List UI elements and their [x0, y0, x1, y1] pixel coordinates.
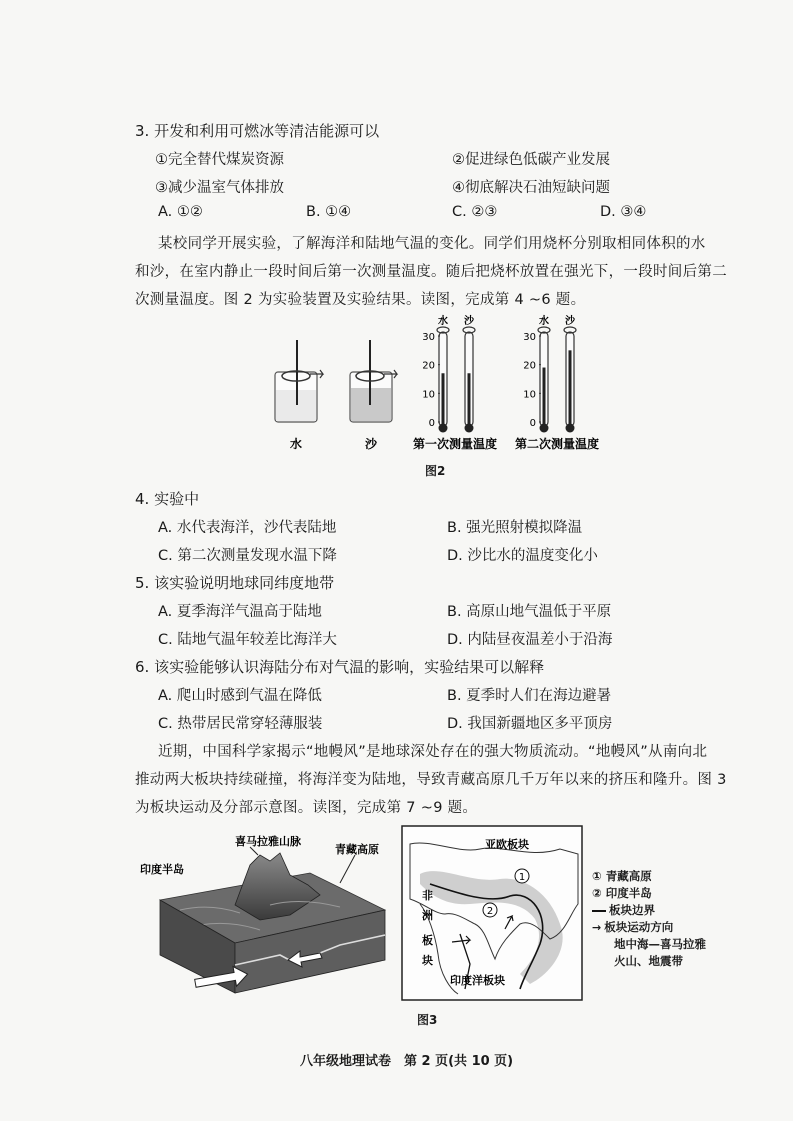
tick-label-first-0: 30 — [422, 332, 435, 343]
thermometer-label-sand-second: 沙 — [565, 316, 575, 327]
q6-option-c: C. 热带居民常穿轻薄服装 — [158, 716, 323, 732]
q5-stem: 5. 该实验说明地球同纬度地带 — [135, 574, 335, 592]
q3-option-b: B. ①④ — [306, 204, 352, 220]
intro2-line-2: 推动两大板块持续碰撞，将海洋变为陆地，导致青藏高原几千万年以来的挤压和隆升。图 3 — [135, 772, 727, 788]
q4-option-b: B. 强光照射模拟降温 — [447, 520, 583, 536]
label-india: 印度半岛 — [140, 863, 184, 876]
figure-3-block-diagram — [140, 825, 400, 1015]
q4-option-d: D. 沙比水的温度变化小 — [447, 548, 598, 564]
label-indian-ocean-plate: 印度洋板块 — [450, 974, 505, 987]
q6-option-d: D. 我国新疆地区多平顶房 — [447, 716, 613, 732]
beaker-sand-illustration — [350, 340, 397, 422]
q3-item-2: ②促进绿色低碳产业发展 — [452, 152, 610, 168]
legend-item-boundary: 板块边界 — [592, 902, 706, 919]
q5-option-c: C. 陆地气温年较差比海洋大 — [158, 632, 337, 648]
q3-item-3: ③减少温室气体排放 — [155, 180, 284, 196]
figure-2-caption: 图2 — [425, 464, 446, 478]
q5-option-b: B. 高原山地气温低于平原 — [447, 604, 612, 620]
label-water: 水 — [289, 437, 303, 451]
label-himalaya: 喜马拉雅山脉 — [235, 835, 301, 848]
label-africa-4: 块 — [422, 954, 433, 967]
beaker-water-illustration — [275, 340, 323, 422]
tick-label-second-2: 10 — [523, 389, 536, 401]
figure-3-caption: 图3 — [417, 1013, 438, 1027]
q3-item-1: ①完全替代煤炭资源 — [155, 152, 284, 168]
q5-option-d: D. 内陆昼夜温差小于沿海 — [447, 632, 613, 648]
tick-label-first-3: 0 — [428, 418, 435, 429]
tick-label-second-1: 20 — [523, 360, 536, 372]
marker-1-label: 1 — [518, 872, 526, 883]
legend-item-direction: → 板块运动方向 — [592, 920, 674, 934]
q3-stem: 3. 开发和利用可燃冰等清洁能源可以 — [135, 122, 380, 140]
thermometer-bulb-sand-first — [465, 424, 474, 433]
thermometer-reading-water-second — [543, 368, 546, 424]
label-africa-3: 板 — [422, 934, 433, 947]
thermometer-label-water-first: 水 — [438, 316, 448, 327]
figure-3-plate-map — [400, 824, 590, 1004]
q5-option-a: A. 夏季海洋气温高于陆地 — [158, 604, 322, 620]
intro1-line-1: 某校同学开展实验，了解海洋和陆地气温的变化。同学们用烧杯分别取相同体积的水 — [158, 236, 706, 252]
q4-option-c: C. 第二次测量发现水温下降 — [158, 548, 337, 564]
thermometer-label-sand-first: 沙 — [464, 316, 474, 327]
thermometer-reading-sand-first — [468, 373, 471, 424]
intro2-line-1: 近期，中国科学家揭示“地幔风”是地球深处存在的强大物质流动。“地幔风”从南向北 — [158, 744, 708, 760]
figure-3-legend — [592, 868, 706, 970]
q3-option-c: C. ②③ — [452, 204, 498, 220]
label-africa-2: 洲 — [422, 909, 433, 922]
q3-item-4: ④彻底解决石油短缺问题 — [452, 180, 610, 196]
thermometer-label-water-second: 水 — [539, 316, 549, 327]
tick-label-first-2: 10 — [422, 389, 435, 401]
marker-2-label: 2 — [486, 906, 494, 917]
q6-stem: 6. 该实验能够认识海陆分布对气温的影响，实验结果可以解释 — [135, 658, 545, 676]
q6-option-a: A. 爬山时感到气温在降低 — [158, 688, 322, 704]
q6-option-b: B. 夏季时人们在海边避暑 — [447, 688, 612, 704]
intro2-line-3: 为板块运动及分部示意图。读图，完成第 7 ~9 题。 — [135, 800, 478, 816]
tick-label-second-3: 0 — [529, 418, 536, 429]
thermometer-reading-sand-second — [569, 350, 572, 424]
label-qinghai: 青藏高原 — [335, 843, 379, 856]
thermometer-reading-water-first — [442, 373, 445, 424]
thermometer-group-second — [523, 314, 576, 433]
intro1-line-3: 次测量温度。图 2 为实验装置及实验结果。读图，完成第 4 ~6 题。 — [135, 292, 586, 308]
legend-item-india: ② 印度半岛 — [592, 886, 652, 900]
boundary-line-icon — [592, 910, 606, 912]
label-eurasia: 亚欧板块 — [485, 838, 529, 851]
legend-item-belt-2: 火山、地震带 — [614, 954, 683, 968]
q3-option-d: D. ③④ — [600, 204, 647, 220]
label-second-measure: 第二次测量温度 — [514, 437, 600, 451]
arrow-right-icon: → — [592, 921, 602, 934]
page-footer: 八年级地理试卷 第 2 页(共 10 页) — [300, 1054, 514, 1069]
q4-stem: 4. 实验中 — [135, 490, 200, 508]
thermometer-bulb-water-second — [540, 424, 549, 433]
tick-label-second-0: 30 — [523, 332, 536, 343]
thermometer-bulb-sand-second — [566, 424, 575, 433]
label-first-measure: 第一次测量温度 — [412, 437, 498, 451]
q4-option-a: A. 水代表海洋，沙代表陆地 — [158, 520, 337, 536]
legend-item-qinghai: ① 青藏高原 — [592, 869, 652, 883]
label-africa-1: 非 — [422, 889, 433, 902]
tick-label-first-1: 20 — [422, 360, 435, 372]
q3-option-a: A. ①② — [158, 204, 203, 220]
label-sand: 沙 — [364, 437, 378, 451]
thermometer-bulb-water-first — [439, 424, 448, 433]
legend-item-belt-1: 地中海—喜马拉雅 — [614, 937, 706, 951]
thermometer-group-first — [422, 314, 475, 433]
figure-2 — [265, 310, 625, 460]
intro1-line-2: 和沙，在室内静止一段时间后第一次测量温度。随后把烧杯放置在强光下，一段时间后第二 — [135, 264, 727, 280]
